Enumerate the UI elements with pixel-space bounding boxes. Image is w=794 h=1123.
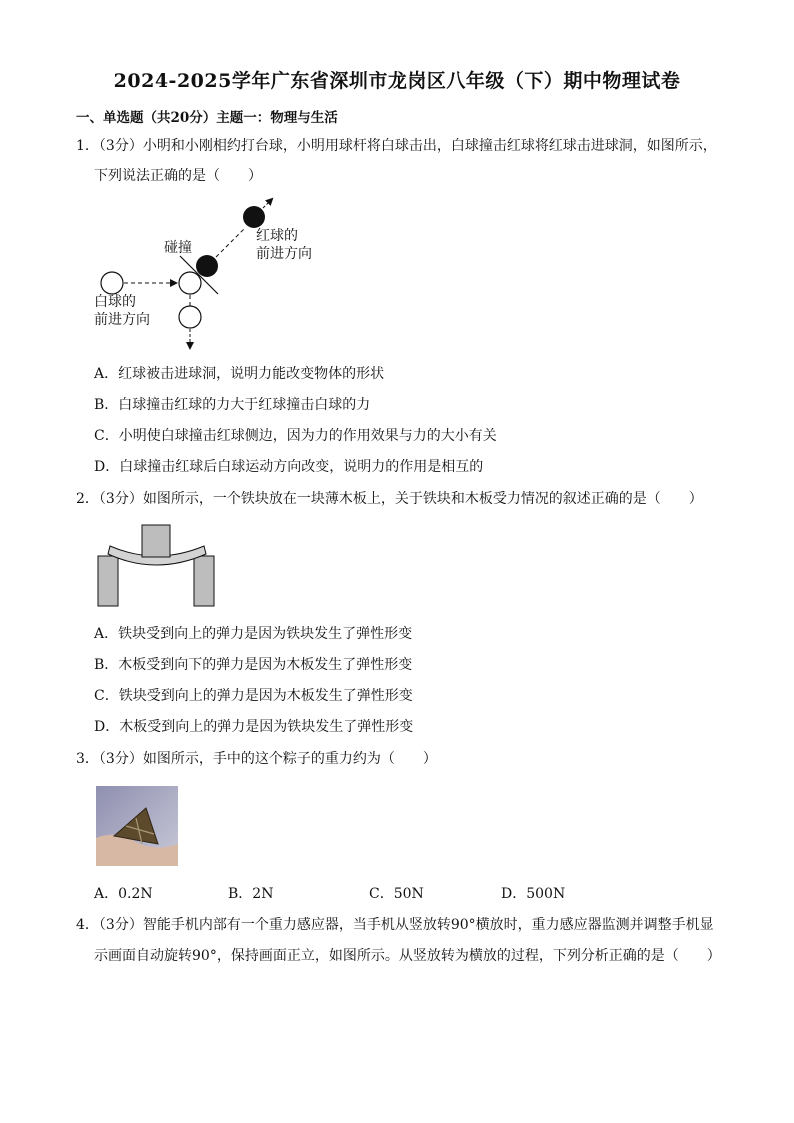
question-1-option-b[interactable]: B．白球撞击红球的力大于红球撞击白球的力	[94, 397, 371, 413]
red-ball-moved	[243, 206, 265, 228]
red-path-arrow	[263, 199, 272, 208]
label-red-line-2: 前进方向	[256, 246, 312, 262]
red-path-line	[216, 229, 244, 257]
white-ball-collision	[179, 272, 201, 294]
white-ball-moved	[179, 306, 201, 328]
label-white-line-2: 前进方向	[94, 312, 150, 328]
question-3-option-a[interactable]: A．0.2N	[94, 886, 153, 902]
section-heading: 一、单选题（共20分）主题一：物理与生活	[76, 110, 338, 126]
question-3-line-1: 3．（3分）如图所示，手中的这个粽子的重力约为（ ）	[76, 751, 437, 767]
question-3-option-d[interactable]: D．500N	[501, 886, 566, 902]
question-4-line-2: 示画面自动旋转90°，保持画面正立，如图所示。从竖放转为横放的过程，下列分析正确的是（ ）	[94, 948, 721, 964]
question-2-option-c[interactable]: C．铁块受到向上的弹力是因为木板发生了弹性形变	[94, 688, 413, 704]
question-1-option-d[interactable]: D．白球撞击红球后白球运动方向改变，说明力的作用是相互的	[94, 459, 484, 475]
iron-block	[142, 525, 170, 557]
label-collision: 碰撞	[164, 240, 192, 256]
right-support	[194, 556, 214, 606]
question-1-line-1: 1．（3分）小明和小刚相约打台球，小明用球杆将白球击出，白球撞击红球将红球击进球洞，如图所示，	[76, 138, 717, 154]
question-1-option-a[interactable]: A．红球被击进球洞，说明力能改变物体的形状	[94, 366, 385, 382]
question-3-option-c[interactable]: C．50N	[369, 886, 424, 902]
iron-block-on-board-figure	[96, 522, 218, 610]
label-red-line-1: 红球的	[256, 228, 298, 244]
question-2-option-d[interactable]: D．木板受到向上的弹力是因为铁块发生了弹性形变	[94, 719, 414, 735]
question-2-option-b[interactable]: B．木板受到向下的弹力是因为木板发生了弹性形变	[94, 657, 413, 673]
question-2-option-a[interactable]: A．铁块受到向上的弹力是因为铁块发生了弹性形变	[94, 626, 413, 642]
page-title: 2024-2025学年广东省深圳市龙岗区八年级（下）期中物理试卷	[113, 70, 681, 92]
billiard-collision-figure	[88, 196, 328, 356]
zongzi-photo	[96, 786, 178, 866]
question-3-option-b[interactable]: B．2N	[228, 886, 274, 902]
question-1-line-2: 下列说法正确的是（ ）	[94, 168, 262, 184]
label-white-line-1: 白球的	[94, 294, 136, 310]
question-2-line-1: 2．（3分）如图所示，一个铁块放在一块薄木板上，关于铁块和木板受力情况的叙述正确的是（ ）	[76, 491, 703, 507]
question-4-line-1: 4．（3分）智能手机内部有一个重力感应器，当手机从竖放转90°横放时，重力感应器监测并调整手机显	[76, 917, 714, 933]
question-1-option-c[interactable]: C．小明使白球撞击红球侧边，因为力的作用效果与力的大小有关	[94, 428, 497, 444]
white-ball-start	[101, 272, 123, 294]
left-support	[98, 556, 118, 606]
red-ball	[196, 255, 218, 277]
